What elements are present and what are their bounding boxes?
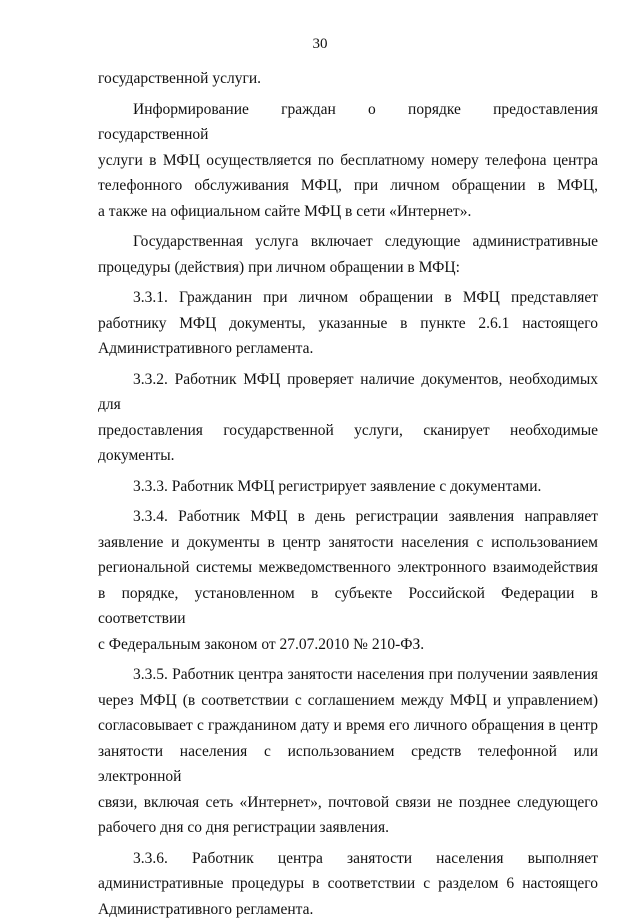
text-line: работнику МФЦ документы, указанные в пункте 2.6.1 настоящего xyxy=(98,311,598,337)
text-line: 3.3.5. Работник центра занятости населения при получении заявления xyxy=(98,662,598,688)
text-line: с Федеральным законом от 27.07.2010 № 210-ФЗ. xyxy=(98,632,598,658)
text-line: Административного регламента. xyxy=(98,336,598,362)
text-line: 3.3.4. Работник МФЦ в день регистрации заявления направляет xyxy=(98,504,598,530)
text-line: рабочего дня со дня регистрации заявления. xyxy=(98,815,598,841)
paragraph xyxy=(98,367,598,469)
text-line: занятости населения с использованием средств телефонной или электронной xyxy=(98,739,598,790)
paragraph xyxy=(98,229,598,280)
text-line: связи, включая сеть «Интернет», почтовой связи не позднее следующего xyxy=(98,790,598,816)
text-line: государственной услуги. xyxy=(98,66,598,92)
paragraph xyxy=(98,846,598,922)
text-line: Информирование граждан о порядке предоставления государственной xyxy=(98,97,598,148)
text-line: заявление и документы в центр занятости населения с использованием xyxy=(98,530,598,556)
text-line: телефонного обслуживания МФЦ, при личном обращении в МФЦ, xyxy=(98,173,598,199)
paragraph xyxy=(98,97,598,225)
text-line: процедуры (действия) при личном обращении в МФЦ: xyxy=(98,255,598,281)
paragraph xyxy=(98,474,598,500)
text-line: документы. xyxy=(98,443,598,469)
text-line: 3.3.2. Работник МФЦ проверяет наличие документов, необходимых для xyxy=(98,367,598,418)
text-line: в порядке, установленном в субъекте Российской Федерации в соответствии xyxy=(98,581,598,632)
text-line: через МФЦ (в соответствии с соглашением между МФЦ и управлением) xyxy=(98,688,598,714)
paragraph xyxy=(98,285,598,362)
text-line: 3.3.1. Гражданин при личном обращении в МФЦ представляет xyxy=(98,285,598,311)
text-line: предоставления государственной услуги, сканирует необходимые xyxy=(98,418,598,444)
text-line: Административного регламента. xyxy=(98,897,598,922)
text-line: административные процедуры в соответствии с разделом 6 настоящего xyxy=(98,871,598,897)
paragraph xyxy=(98,662,598,841)
document-body xyxy=(98,66,598,922)
text-line: согласовывает с гражданином дату и время его личного обращения в центр xyxy=(98,713,598,739)
paragraph xyxy=(98,504,598,657)
text-line: 3.3.3. Работник МФЦ регистрирует заявление с документами. xyxy=(98,474,598,500)
text-line: Государственная услуга включает следующие административные xyxy=(98,229,598,255)
paragraph xyxy=(98,66,598,92)
text-line: услуги в МФЦ осуществляется по бесплатному номеру телефона центра xyxy=(98,148,598,174)
text-line: а также на официальном сайте МФЦ в сети «Интернет». xyxy=(98,199,598,225)
text-line: 3.3.6. Работник центра занятости населения выполняет xyxy=(98,846,598,872)
page-number: 30 xyxy=(0,36,640,53)
text-line: региональной системы межведомственного электронного взаимодействия xyxy=(98,555,598,581)
